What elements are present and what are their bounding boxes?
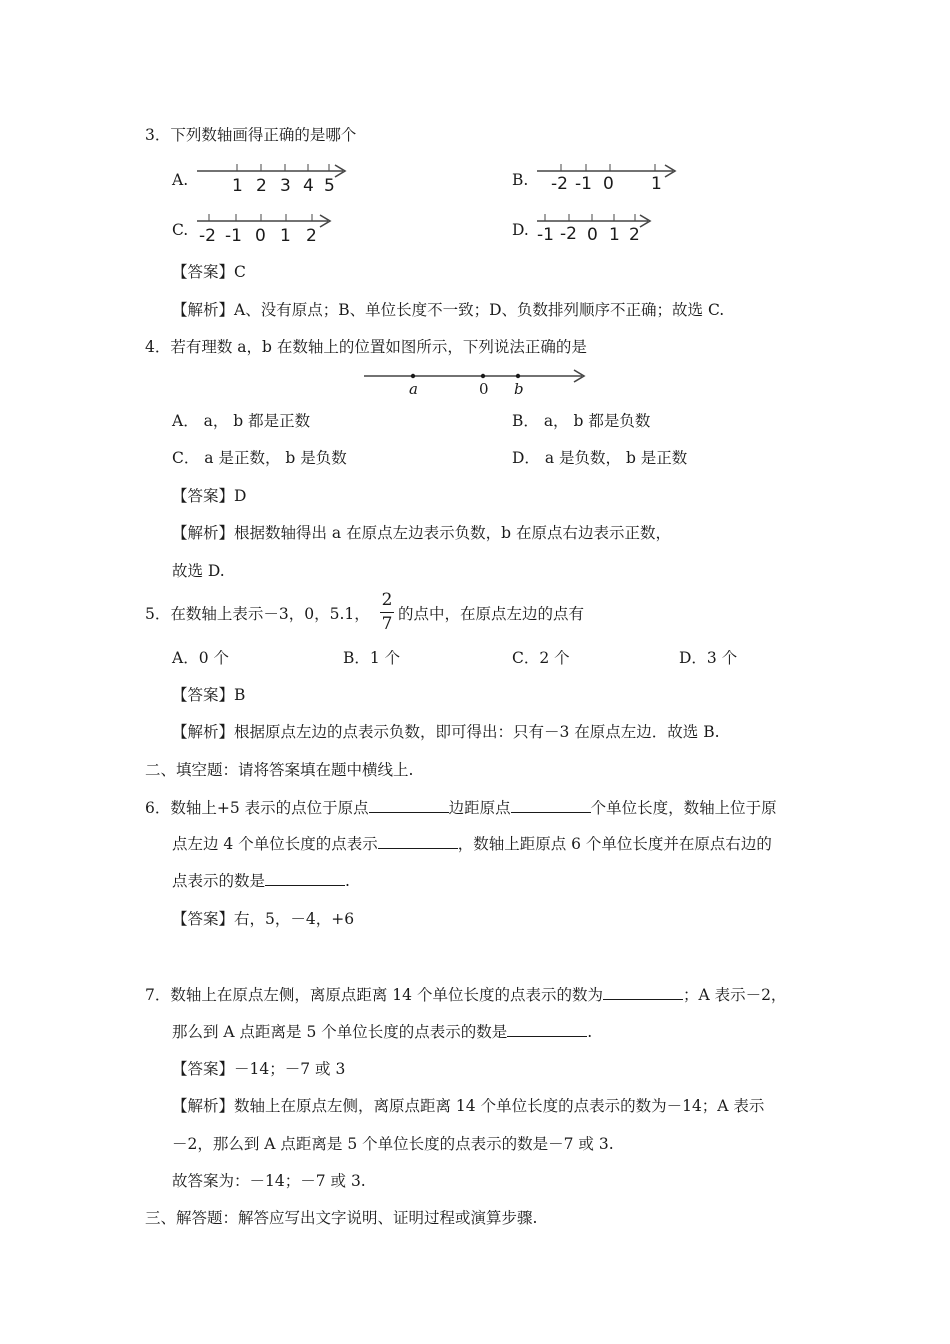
q6-line1-b: 边距原点	[448, 799, 511, 817]
q5-stem-pre: 5．在数轴上表示－3，0，5.1，	[145, 605, 370, 623]
point-a-dot	[411, 374, 415, 378]
q3-axis-a-tick: 2	[256, 176, 267, 196]
q6-line1-a: 6．数轴上+5 表示的点位于原点	[145, 799, 369, 817]
q3-axis-c-tick: 1	[280, 226, 291, 246]
q7-answer: 【答案】－14；－7 或 3	[172, 1060, 346, 1078]
q6-line2-b: ，数轴上距原点 6 个单位长度并在原点右边的	[457, 835, 772, 853]
q3-axis-c-tick: 0	[255, 226, 266, 246]
q3-axis-d-tick: 2	[629, 225, 640, 245]
q6-line2-a: 点左边 4 个单位长度的点表示	[172, 835, 378, 853]
q7-line2-b: .	[587, 1023, 593, 1041]
q6-line2	[172, 834, 772, 854]
point-b-dot	[516, 374, 520, 378]
q6-line1	[145, 798, 777, 818]
q7-line1-b: ；A 表示－2，	[682, 986, 787, 1004]
q3-axis-b-tick: 1	[651, 174, 662, 194]
q3-option-d-label: D.	[512, 221, 529, 239]
q5-option-a: A．0 个	[172, 649, 229, 667]
q3-axis-c	[195, 208, 340, 248]
q7-line2	[172, 1022, 592, 1042]
q6-blank-2	[511, 798, 591, 813]
q3-axis-c-tick: -1	[225, 226, 242, 246]
q4-option-d: D． a 是负数， b 是正数	[512, 449, 688, 467]
q6-blank-3	[378, 834, 458, 849]
q5-fraction-bar	[380, 612, 394, 613]
q6-line3-b: .	[345, 872, 350, 890]
q6-line3-a: 点表示的数是	[172, 872, 266, 890]
q4-answer: 【答案】D	[172, 487, 247, 505]
q5-fraction-denominator: 7	[381, 614, 393, 634]
q4-axis-label-b: b	[514, 380, 524, 398]
q4-analysis-line2: 故选 D.	[172, 562, 225, 580]
q3-axis-d-tick: -1	[537, 225, 554, 245]
q3-stem: 3．下列数轴画得正确的是哪个	[145, 126, 357, 144]
q4-option-b: B． a， b 都是负数	[512, 412, 651, 430]
q3-axis-b-tick: -2	[551, 174, 568, 194]
q3-axis-a	[195, 158, 355, 198]
q4-analysis-line1: 【解析】根据数轴得出 a 在原点左边表示负数，b 在原点右边表示正数，	[172, 524, 671, 542]
q7-line2-a: 那么到 A 点距离是 5 个单位长度的点表示的数是	[172, 1023, 508, 1041]
q3-axis-d-tick: 1	[609, 225, 620, 245]
q5-analysis: 【解析】根据原点左边的点表示负数，即可得出：只有－3 在原点左边．故选 B.	[172, 723, 720, 741]
q3-axis-a-tick: 5	[324, 176, 335, 196]
q4-number-line	[362, 365, 592, 401]
q7-line1	[145, 985, 786, 1005]
q5-answer: 【答案】B	[172, 686, 246, 704]
q3-axis-b-tick: -1	[575, 174, 592, 194]
q3-axis-a-tick: 3	[280, 176, 291, 196]
q3-axis-d-tick: 0	[587, 225, 598, 245]
q3-option-a-label: A.	[172, 171, 189, 189]
q4-axis-label-a: a	[409, 380, 418, 398]
q3-analysis: 【解析】A、没有原点；B、单位长度不一致；D、负数排列顺序不正确；故选 C.	[172, 301, 725, 319]
q5-option-c: C．2 个	[512, 649, 570, 667]
q4-stem: 4．若有理数 a，b 在数轴上的位置如图所示，下列说法正确的是	[145, 338, 587, 356]
q3-axis-a-tick: 1	[232, 176, 243, 196]
q5-option-d: D．3 个	[679, 649, 738, 667]
q7-line1-a: 7．数轴上在原点左侧，离原点距离 14 个单位长度的点表示的数为	[145, 986, 603, 1004]
q4-option-c: C． a 是正数， b 是负数	[172, 449, 347, 467]
q3-option-b-label: B.	[512, 171, 529, 189]
q4-axis-label-0: 0	[479, 380, 489, 398]
q4-option-a: A． a， b 都是正数	[172, 412, 311, 430]
q6-blank-1	[369, 798, 449, 813]
q6-line1-c: 个单位长度，数轴上位于原	[590, 799, 777, 817]
q7-analysis-line2: －2，那么到 A 点距离是 5 个单位长度的点表示的数是－7 或 3.	[172, 1135, 614, 1153]
q6-blank-4	[265, 871, 345, 886]
q3-option-c-label: C.	[172, 221, 189, 239]
q7-blank-1	[603, 985, 683, 1000]
q3-axis-b	[535, 158, 685, 198]
q7-analysis-line3: 故答案为：－14；－7 或 3.	[172, 1172, 366, 1190]
q6-line3	[172, 871, 350, 891]
q7-blank-2	[507, 1022, 587, 1037]
q5-stem-post: 的点中，在原点左边的点有	[398, 605, 585, 623]
q6-answer: 【答案】右，5，－4，+6	[172, 910, 355, 928]
section3-heading: 三、解答题：解答应写出文字说明、证明过程或演算步骤.	[145, 1209, 538, 1227]
q3-axis-c-tick: -2	[199, 226, 216, 246]
q7-analysis-line1: 【解析】数轴上在原点左侧，离原点距离 14 个单位长度的点表示的数为－14；A 表示	[172, 1097, 765, 1115]
q5-option-b: B．1 个	[343, 649, 401, 667]
q3-axis-b-tick: 0	[603, 174, 614, 194]
q3-axis-d-tick: -2	[560, 224, 577, 244]
section2-heading: 二、填空题：请将答案填在题中横线上.	[145, 761, 414, 779]
q5-fraction-numerator: 2	[381, 590, 393, 610]
q3-axis-c-tick: 2	[306, 226, 317, 246]
q3-answer: 【答案】C	[172, 263, 246, 281]
origin-dot	[481, 374, 485, 378]
q3-axis-d	[535, 208, 660, 248]
q3-axis-a-tick: 4	[303, 176, 314, 196]
